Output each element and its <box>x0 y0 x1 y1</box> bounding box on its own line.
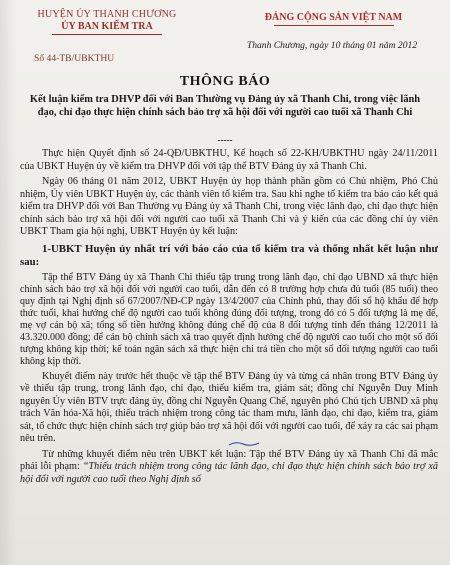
issuer-line-2: ỦY BAN KIỂM TRA <box>61 21 153 32</box>
paragraph-2: Ngày 06 tháng 01 năm 2012, UBKT Huyện ủy họp thành phần gồm có Chủ nhiệm, Phó Chủ nhiệm, Ủy viên UBKT Huyện ủy, các thành viên tổ kiểm tra. Sau khi nghe tổ kiểm tra báo cáo kết quả kiểm tra DHVP đối với Ban Thường vụ Đảng ủy xã Thanh Chi, trong việc lãnh đạo, chỉ đạo thực hiện chính sách bảo trợ xã hội đối với người cao tuổi xã Thanh Chi và ý kiến của các đồng chí ủy viên UBKT Tham gia hội nghị, UBKT Huyện ủy kết luận: <box>20 176 438 237</box>
paragraph-4: Khuyết điểm này trước hết thuộc về tập thể BTV Đảng ủy và từng cá nhân trong BTV Đảng ủy về thiếu tập trung, trong lãnh đạo, chỉ đạo, thiếu kiểm tra, giám sát; đồng chí Nguyễn Duy Minh nguyên Ủy viên BTV trực đảng ủy, đồng chí Nguyễn Quang Chế, nguyên phó Chủ tịch UBND xã phụ trách Văn hóa-Xã hội, thiếu trách nhiệm trong công tác tham mưu, lãnh đạo, chỉ đạo, kiểm tra, giám sát, tổ chức thực hiện chính sách trợ giúp bảo trợ xã hội đối với người cao tuổi, để xảy ra các sai phạm nêu trên. <box>20 370 438 444</box>
title-separator: ----- <box>217 135 233 145</box>
paragraph-3: Tập thể BTV Đảng ủy xã Thanh Chi thiếu tập trung trong lãnh đạo, chỉ đạo UBND xã thực hiện chính sách bảo trợ xã hội đối với người cao tuổi, dẫn đến có 8 trường hợp chưa đủ tuổi (85 tuổi) theo quy định tại Nghị định số 67/2007/NĐ-CP ngày 13/4/2007 của Chính phủ, thay đổi sổ hộ khẩu để hợp thức tuổi, khai hướng chế độ người cao tuổi không đúng đối tượng, trong đó có 5 đối tượng là mẹ để, mẹ vợ cán bộ xã; tổng số tiền hưởng không đúng chế độ của 8 đối tượng tính đến tháng 12/2011 là 43.320.000 đồng; để cán bộ chính sách xã trao quyết định hưởng chế độ người cao tuổi cho một số đối tượng không kịp thời; kế toán ngân sách xã thực hiện chi trả tiền cho một số đối tượng người cao tuổi không kịp thời. <box>20 271 438 367</box>
section-heading-1: 1-UBKT Huyện ủy nhất trí với báo cáo của tổ kiểm tra và thống nhất kết luận như sau: <box>20 242 438 268</box>
party-name: ĐẢNG CỘNG SẢN VIỆT NAM <box>264 12 403 23</box>
party-underline <box>274 25 394 26</box>
paragraph-5-lead: Từ những khuyết điểm nêu trên UBKT kết luận: Tập thể BTV Đảng ủy xã Thanh Chi đã mắc phải lỗi phạm: <box>20 448 438 472</box>
issuer-block <box>12 9 202 35</box>
document-title: THÔNG BÁO <box>179 74 271 89</box>
document-number: Số 44-TB/UBKTHU <box>34 53 115 64</box>
paragraph-5 <box>20 449 438 487</box>
party-block <box>226 12 441 26</box>
paragraph-1: Thực hiện Quyết định số 24-QĐ/UBKTHU, Kế hoạch số 22-KH/UBKTHU ngày 24/11/2011 của UBKT Huyện ủy về kiểm tra DHVP đối với tập thể BTV Đảng ủy xã Thanh Chi. <box>20 148 438 172</box>
document-subtitle: Kết luận kiểm tra DHVP đối với Ban Thường vụ Đảng ủy xã Thanh Chi, trong việc lãnh đạo, chỉ đạo thực hiện chính sách bảo trợ xã hội đối với người cao tuổi xã Thanh Chi <box>29 94 421 118</box>
issuer-underline <box>52 34 162 35</box>
date-line: Thanh Chương, ngày 10 tháng 01 năm 2012 <box>246 40 418 51</box>
paragraph-5-quote: “Thiếu trách nhiệm trong công tác lãnh đạo, chỉ đạo thực hiện chính sách bảo trợ xã hội đối với người cao tuổi theo Nghị định số <box>20 461 438 485</box>
issuer-line-1: HUYỆN ỦY THANH CHƯƠNG <box>37 9 177 20</box>
document-body <box>20 148 438 489</box>
